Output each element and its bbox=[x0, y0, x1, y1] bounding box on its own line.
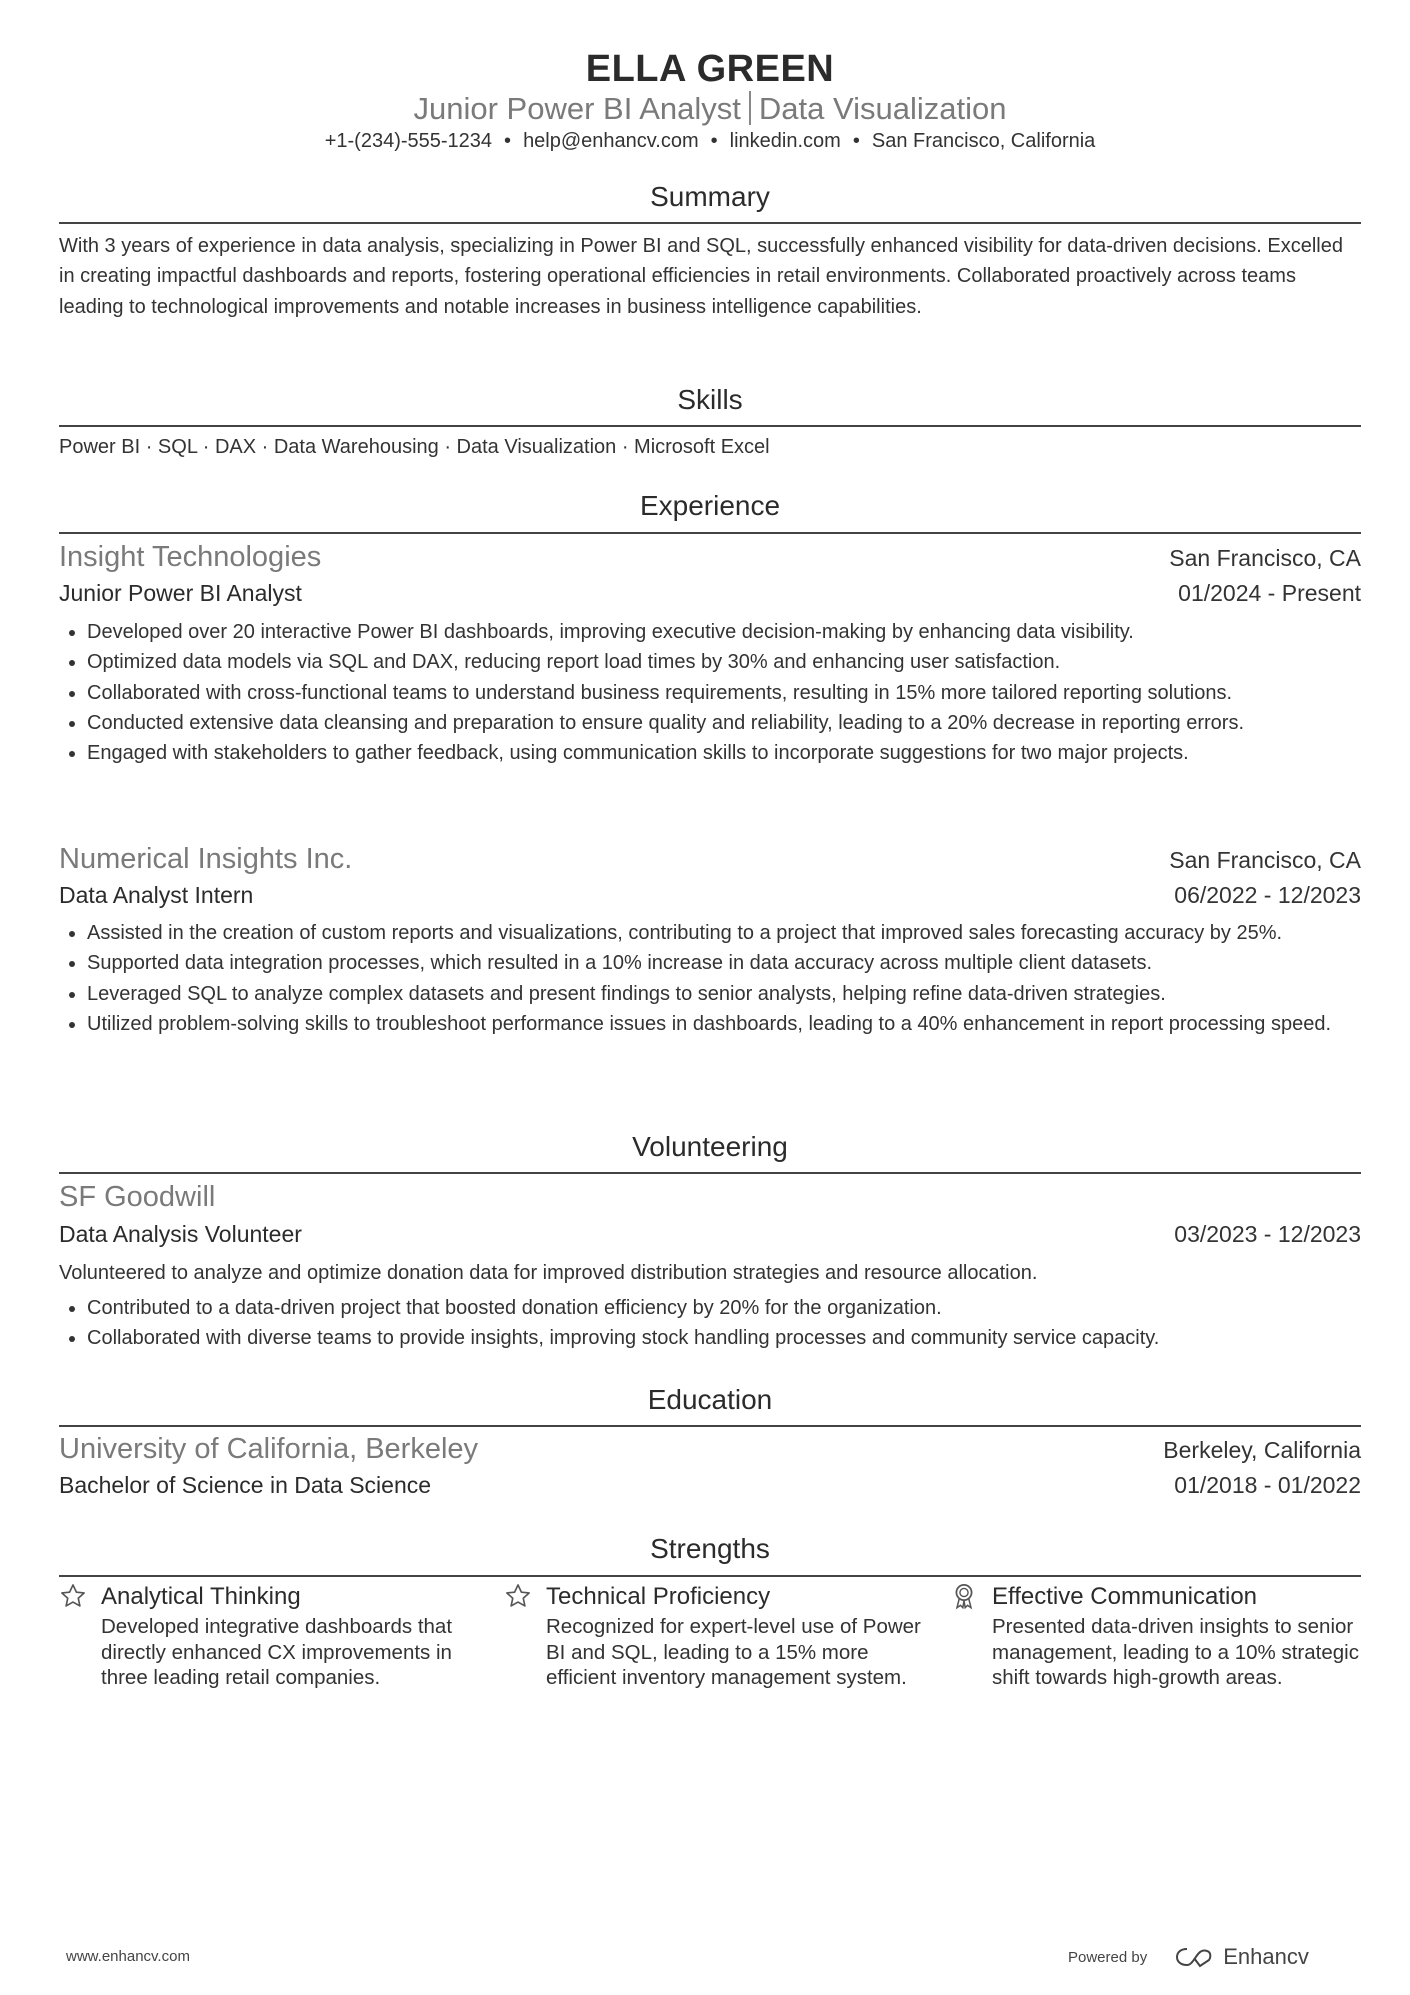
strength-title: Effective Communication bbox=[992, 1583, 1258, 1610]
strength-item bbox=[504, 1580, 924, 1691]
bullet: • Leveraged SQL to analyze complex datasets and present findings to senior analysts, helping refine data-driven strategies. bbox=[87, 979, 1361, 1009]
summary-text: With 3 years of experience in data analysis, specializing in Power BI and SQL, successfully enhanced visibility for data-driven decisions. Excelled in creating impactful dashboards and reports, fostering operational efficiencies in retail environments. Collaborated proactively across teams leading to technological improvements and notable increases in business intelligence capabilities. bbox=[59, 235, 1343, 318]
education-dates: 01/2018 - 01/2022 bbox=[1174, 1472, 1361, 1498]
star-icon bbox=[504, 1582, 534, 1612]
bullet: • Utilized problem-solving skills to troubleshoot performance issues in dashboards, leading to a 40% enhancement in report processing speed. bbox=[87, 1009, 1361, 1039]
bullet: • Developed over 20 interactive Power BI dashboards, improving executive decision-making by enhancing data visibility. bbox=[87, 617, 1361, 647]
contact-line: +1-(234)-555-1234 • help@enhancv.com • linkedin.com • San Francisco, California bbox=[324, 130, 1096, 152]
divider bbox=[59, 532, 1361, 534]
bullet: • Supported data integration processes, which resulted in a 10% increase in data accuracy across multiple client datasets. bbox=[87, 948, 1361, 978]
email-link[interactable]: help@enhancv.com bbox=[523, 130, 699, 152]
bullet: • Assisted in the creation of custom reports and visualizations, contributing to a project that improved sales forecasting accuracy by 25%. bbox=[87, 918, 1361, 948]
divider bbox=[59, 1172, 1361, 1174]
education-header bbox=[59, 1433, 1361, 1466]
education-heading: Education bbox=[647, 1384, 773, 1415]
bullet: • Engaged with stakeholders to gather feedback, using communication skills to incorporate suggestions for two major projects. bbox=[87, 738, 1361, 768]
organization-name: SF Goodwill bbox=[59, 1181, 216, 1213]
bullet: • Collaborated with cross-functional teams to understand business requirements, resulting in 15% more tailored reporting solutions. bbox=[87, 678, 1361, 708]
title-focus: Data Visualization bbox=[758, 91, 1007, 126]
job-header bbox=[59, 843, 1361, 876]
degree: Bachelor of Science in Data Science bbox=[59, 1472, 432, 1498]
strength-title: Analytical Thinking bbox=[101, 1583, 301, 1610]
strength-item bbox=[59, 1580, 479, 1691]
job-location: San Francisco, CA bbox=[1169, 545, 1361, 571]
job-bullets bbox=[59, 918, 1361, 1039]
volunteering-heading: Volunteering bbox=[632, 1131, 788, 1162]
strength-description: Developed integrative dashboards that directly enhanced CX improvements in three leading retail companies. bbox=[101, 1615, 453, 1690]
bullet: • Contributed to a data-driven project that boosted donation efficiency by 20% for the organization. bbox=[87, 1293, 1361, 1323]
award-medal-icon bbox=[950, 1582, 980, 1612]
candidate-title bbox=[59, 91, 1361, 127]
enhancv-logo-icon bbox=[1173, 1945, 1217, 1969]
location: San Francisco, California bbox=[871, 130, 1096, 152]
job-dates: 06/2022 - 12/2023 bbox=[1174, 882, 1361, 908]
powered-by-label: Powered by bbox=[1068, 1948, 1148, 1966]
skills-heading: Skills bbox=[677, 384, 743, 415]
volunteer-description: Volunteered to analyze and optimize donation data for improved distribution strategies and resource allocation. bbox=[59, 1262, 1038, 1284]
phone: +1-(234)-555-1234 bbox=[324, 130, 493, 152]
company-name: Insight Technologies bbox=[59, 541, 322, 573]
strengths-heading: Strengths bbox=[650, 1533, 770, 1564]
job-dates: 01/2024 - Present bbox=[1178, 580, 1361, 606]
title-divider bbox=[749, 91, 751, 125]
divider bbox=[59, 1575, 1361, 1577]
volunteer-role: Data Analysis Volunteer bbox=[59, 1221, 302, 1247]
school-location: Berkeley, California bbox=[1163, 1437, 1361, 1463]
enhancv-brand: Enhancv bbox=[1223, 1944, 1309, 1969]
volunteer-subheader bbox=[59, 1221, 1361, 1248]
strength-item bbox=[950, 1580, 1370, 1691]
volunteer-header bbox=[59, 1181, 1361, 1214]
strength-title: Technical Proficiency bbox=[546, 1583, 771, 1610]
skills-list: Power BI · SQL · DAX · Data Warehousing · Data Visualization · Microsoft Excel bbox=[59, 436, 770, 458]
footer-powered-by bbox=[1068, 1944, 1309, 1970]
linkedin-link[interactable]: linkedin.com bbox=[729, 130, 841, 152]
candidate-name: ELLA GREEN bbox=[585, 48, 835, 90]
job-location: San Francisco, CA bbox=[1169, 847, 1361, 873]
strength-description: Recognized for expert-level use of Power BI and SQL, leading to a 15% more efficient inventory management system. bbox=[546, 1615, 921, 1690]
job-header bbox=[59, 541, 1361, 574]
title-role: Junior Power BI Analyst bbox=[413, 91, 741, 126]
strength-description: Presented data-driven insights to senior management, leading to a 10% strategic shift towards high-growth areas. bbox=[992, 1615, 1359, 1690]
job-subheader bbox=[59, 580, 1361, 607]
experience-heading: Experience bbox=[639, 490, 781, 521]
company-name: Numerical Insights Inc. bbox=[59, 843, 353, 875]
divider bbox=[59, 222, 1361, 224]
education-subheader bbox=[59, 1472, 1361, 1499]
school-name: University of California, Berkeley bbox=[59, 1433, 479, 1465]
job-role: Data Analyst Intern bbox=[59, 882, 254, 908]
star-icon bbox=[59, 1582, 89, 1612]
bullet: • Collaborated with diverse teams to provide insights, improving stock handling processes and community service capacity. bbox=[87, 1323, 1361, 1353]
volunteer-dates: 03/2023 - 12/2023 bbox=[1174, 1221, 1361, 1247]
bullet: • Optimized data models via SQL and DAX, reducing report load times by 30% and enhancing user satisfaction. bbox=[87, 647, 1361, 677]
bullet: • Conducted extensive data cleansing and preparation to ensure quality and reliability, leading to a 20% decrease in reporting errors. bbox=[87, 708, 1361, 738]
volunteer-bullets bbox=[59, 1293, 1361, 1354]
job-bullets bbox=[59, 617, 1361, 768]
job-subheader bbox=[59, 882, 1361, 909]
footer-website[interactable]: www.enhancv.com bbox=[66, 1948, 190, 1965]
divider bbox=[59, 1425, 1361, 1427]
job-role: Junior Power BI Analyst bbox=[59, 580, 302, 606]
divider bbox=[59, 425, 1361, 427]
summary-heading: Summary bbox=[650, 181, 770, 212]
